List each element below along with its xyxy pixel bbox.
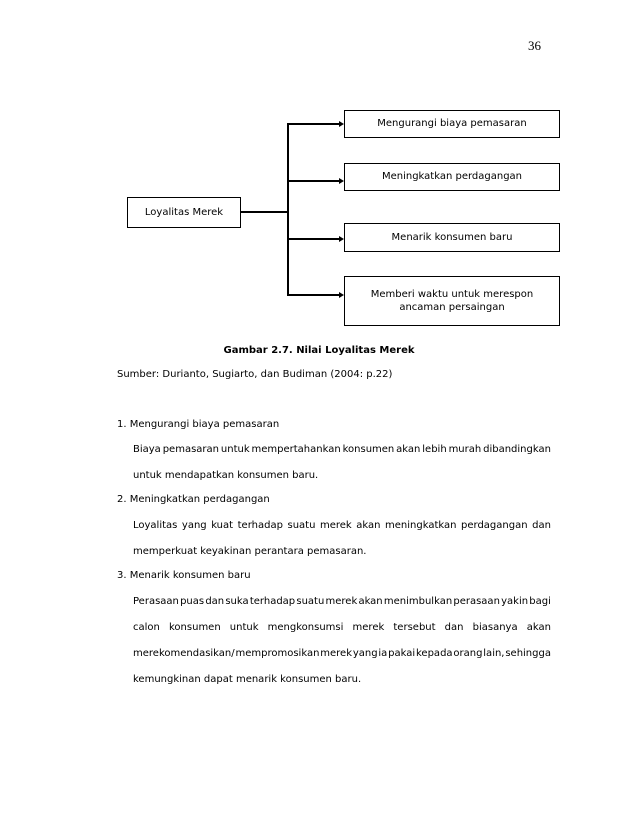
section-1-heading: 1. Mengurangi biaya pemasaran — [117, 419, 280, 430]
connector-branch-2 — [287, 180, 339, 182]
connector-branch-3 — [287, 238, 339, 240]
loyalty-value-diagram — [0, 0, 638, 340]
section-1-line-2: untuk mendapatkan konsumen baru. — [133, 470, 319, 481]
node-target-4 — [344, 276, 560, 326]
node-target-1-label: Mengurangi biaya pemasaran — [377, 118, 527, 130]
node-loyalitas-merek — [127, 197, 241, 228]
connector-trunk — [287, 123, 289, 295]
section-1-line-1: Biaya pemasaran untuk mempertahankan konsumen akan lebih murah dibandingkan — [133, 444, 551, 455]
section-2-line-1: Loyalitas yang kuat terhadap suatu merek akan meningkatkan perdagangan dan — [133, 520, 551, 531]
node-loyalitas-merek-label: Loyalitas Merek — [144, 206, 224, 218]
connector-branch-1 — [287, 123, 339, 125]
node-target-2 — [344, 163, 560, 191]
connector-branch-4 — [287, 294, 339, 296]
node-target-4-label: Memberi waktu untuk merespon ancaman persaingan — [370, 288, 534, 313]
section-3-heading: 3. Menarik konsumen baru — [117, 570, 251, 581]
section-3-line-1: Perasaan puas dan suka terhadap suatu merek akan menimbulkan perasaan yakin bagi — [133, 596, 551, 607]
node-target-3 — [344, 223, 560, 252]
node-target-2-label: Meningkatkan perdagangan — [381, 171, 523, 183]
page-number: 36 — [528, 38, 541, 53]
figure-caption: Gambar 2.7. Nilai Loyalitas Merek — [223, 345, 415, 356]
node-target-3-label: Menarik konsumen baru — [391, 231, 513, 243]
section-3-line-2: calon konsumen untuk mengkonsumsi merek tersebut dan biasanya akan — [133, 622, 551, 633]
node-target-1 — [344, 110, 560, 138]
section-2-line-2: memperkuat keyakinan perantara pemasaran. — [133, 546, 367, 557]
section-3-line-3: merekomendasikan/ mempromosikan merek yang ia pakai kepada orang lain, sehingga — [133, 648, 551, 659]
section-2-heading: 2. Meningkatkan perdagangan — [117, 494, 270, 505]
section-3-line-4: kemungkinan dapat menarik konsumen baru. — [133, 674, 362, 685]
connector-source — [241, 211, 288, 213]
figure-source: Sumber: Durianto, Sugiarto, dan Budiman (2004: p.22) — [117, 369, 393, 380]
